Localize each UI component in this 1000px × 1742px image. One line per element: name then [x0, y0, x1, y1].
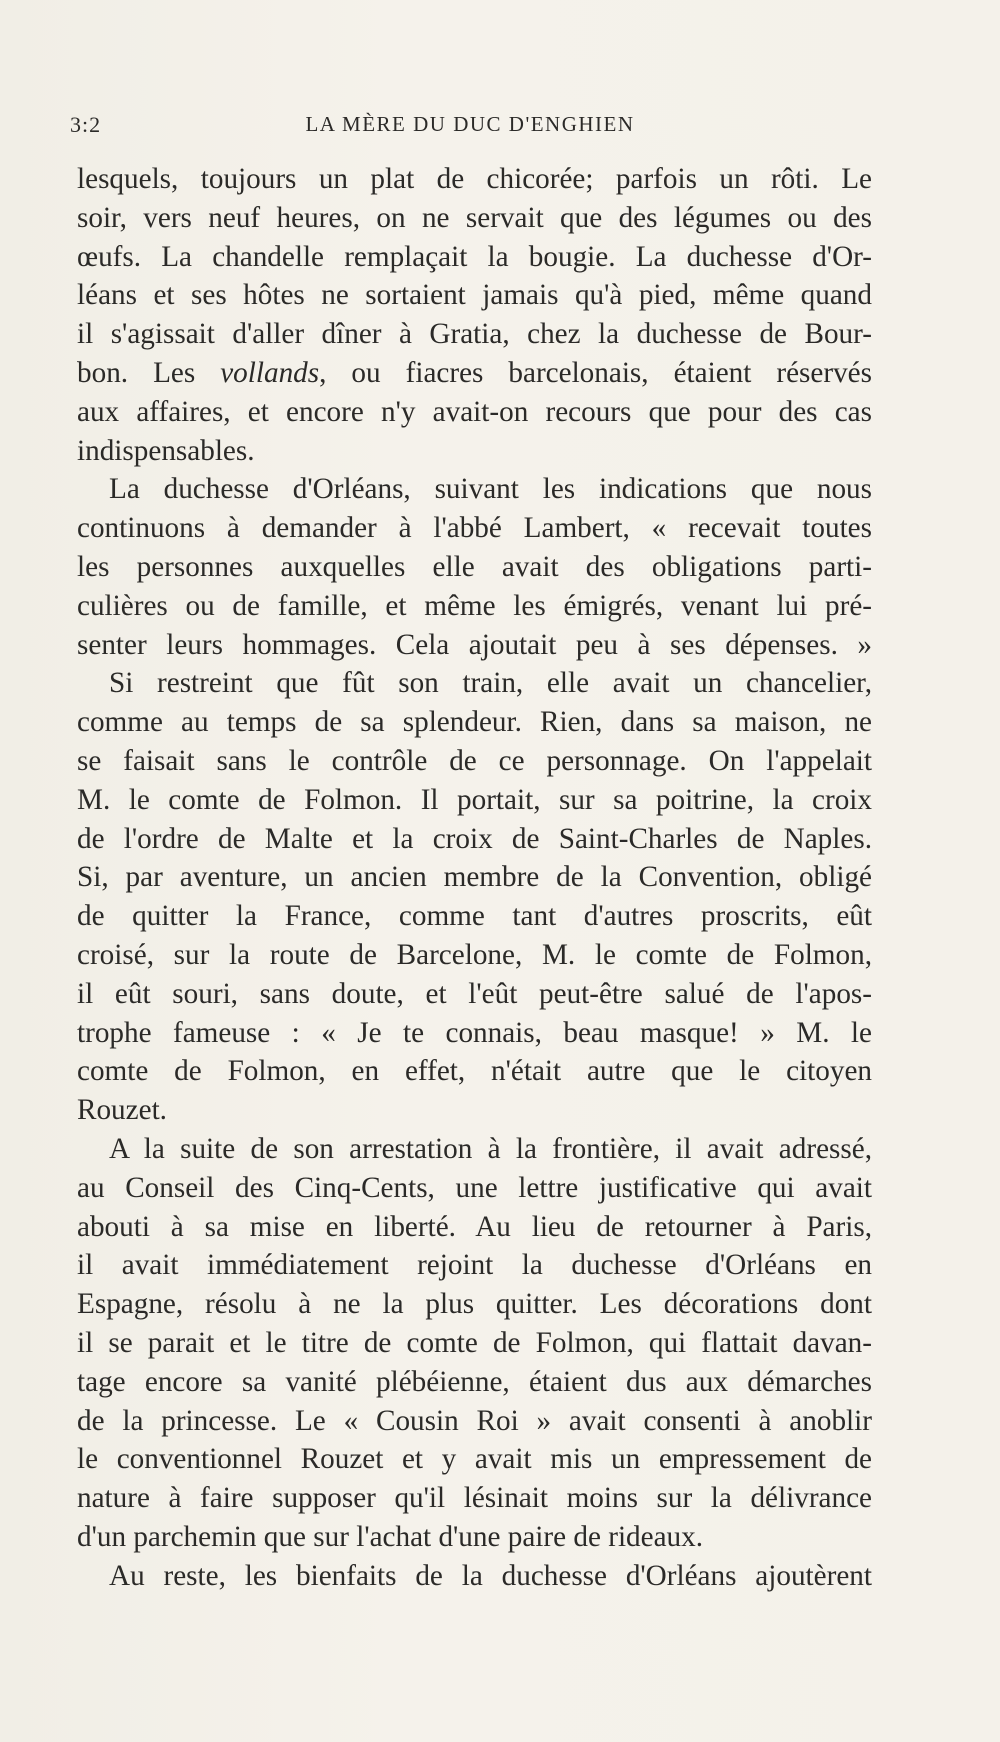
- text-line: se faisait sans le contrôle de ce personnage. On l'appelait: [77, 744, 872, 777]
- text-line: abouti à sa mise en liberté. Au lieu de retourner à Paris,: [77, 1210, 872, 1243]
- text-line: tage encore sa vanité plébéienne, étaient dus aux démarches: [77, 1365, 872, 1398]
- text-line: Si, par aventure, un ancien membre de la Convention, obligé: [77, 861, 872, 894]
- text-line: de l'ordre de Malte et la croix de Saint-Charles de Naples.: [77, 822, 872, 855]
- text-line: comme au temps de sa splendeur. Rien, dans sa maison, ne: [77, 706, 872, 739]
- italic-term: vollands: [220, 356, 320, 389]
- text-line: il s'agissait d'aller dîner à Gratia, chez la duchesse de Bour-: [77, 318, 872, 351]
- text-line: léans et ses hôtes ne sortaient jamais qu'à pied, même quand: [77, 279, 872, 312]
- text-line: le conventionnel Rouzet et y avait mis un empressement de: [77, 1443, 872, 1476]
- text-line: Rouzet.: [77, 1094, 167, 1127]
- text-line: M. le comte de Folmon. Il portait, sur sa poitrine, la croix: [77, 783, 872, 816]
- text-line: nature à faire supposer qu'il lésinait moins sur la délivrance: [77, 1482, 872, 1515]
- text-line: il eût souri, sans doute, et l'eût peut-être salué de l'apos-: [77, 977, 872, 1010]
- text-line: soir, vers neuf heures, on ne servait que des légumes ou des: [77, 201, 872, 234]
- text-line: œufs. La chandelle remplaçait la bougie. La duchesse d'Or-: [77, 240, 872, 273]
- text-line: comte de Folmon, en effet, n'était autre que le citoyen: [77, 1055, 872, 1088]
- text-line: [77, 354, 872, 393]
- text-line: senter leurs hommages. Cela ajoutait peu à ses dépenses. »: [77, 628, 872, 661]
- text-line: Au reste, les bienfaits de la duchesse d'Orléans ajoutèrent: [109, 1559, 872, 1592]
- text-line: A la suite de son arrestation à la frontière, il avait adressé,: [109, 1132, 872, 1165]
- text-line: lesquels, toujours un plat de chicorée; parfois un rôti. Le: [77, 163, 872, 195]
- text-line: au Conseil des Cinq-Cents, une lettre justificative qui avait: [77, 1171, 872, 1204]
- text-line: Si restreint que fût son train, elle avait un chancelier,: [109, 667, 872, 700]
- text-line: il se parait et le titre de comte de Folmon, qui flattait davan-: [77, 1326, 872, 1359]
- text-line: Espagne, résolu à ne la plus quitter. Les décorations dont: [77, 1288, 872, 1321]
- text-line: La duchesse d'Orléans, suivant les indications que nous: [109, 473, 872, 506]
- page-header: [70, 112, 870, 144]
- page-number: 3:2: [70, 112, 102, 137]
- text-line: trophe fameuse : « Je te connais, beau masque! » M. le: [77, 1016, 872, 1049]
- text-line: de la princesse. Le « Cousin Roi » avait consenti à anoblir: [77, 1404, 872, 1437]
- running-title: LA MÈRE DU DUC D'ENGHIEN: [305, 112, 635, 136]
- body-text: [77, 160, 872, 1595]
- text-segment: , ou fiacres barcelonais, étaient réservés: [319, 356, 872, 389]
- text-line: continuons à demander à l'abbé Lambert, « recevait toutes: [77, 512, 872, 545]
- text-line: les personnes auxquelles elle avait des obligations parti-: [77, 550, 872, 583]
- text-line: il avait immédiatement rejoint la duchesse d'Orléans en: [77, 1249, 872, 1282]
- text-segment: bon. Les: [77, 356, 221, 389]
- text-line: culières ou de famille, et même les émigrés, venant lui pré-: [77, 589, 872, 622]
- text-line: de quitter la France, comme tant d'autres proscrits, eût: [77, 900, 872, 933]
- text-line: d'un parchemin que sur l'achat d'une paire de rideaux.: [77, 1520, 704, 1553]
- text-line: croisé, sur la route de Barcelone, M. le comte de Folmon,: [77, 938, 872, 971]
- text-line: aux affaires, et encore n'y avait-on recours que pour des cas: [77, 395, 872, 428]
- text-line: indispensables.: [77, 434, 255, 467]
